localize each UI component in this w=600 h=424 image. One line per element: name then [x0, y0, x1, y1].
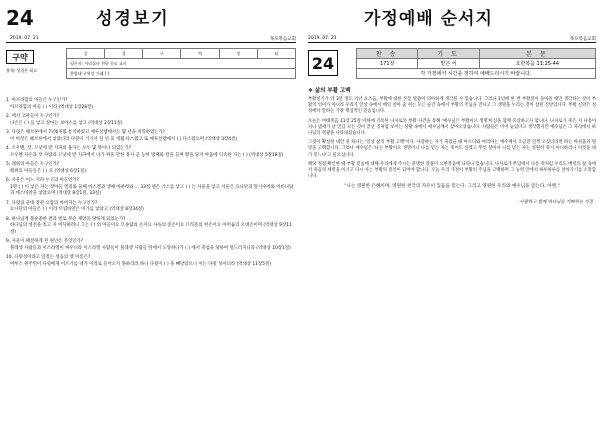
section-label: 구약 — [6, 50, 34, 64]
prayer-value: 맡은 이 — [418, 59, 479, 69]
info-table — [66, 48, 296, 79]
question-item: 10. 다윗성이라고 일컬는 성읍의 옛 이름은? 여부스 원주민이 다윗에게 이르기를 네가 이리로 들어오지 못하리라 하나 다윗이 ( ) 을 빼앗았으니 이는 다윗 성이더라 (역대상 11장5절) — [6, 255, 271, 267]
family-worship-column — [308, 6, 596, 420]
date: 2019. 07. 21 — [308, 36, 337, 41]
scripture-value: 요한복음 11:25-44 — [479, 59, 595, 69]
question-item: 4. 르우벤, 갓, 므낫세 반 지파의 용사는 모두 몇 명이나 되었는가? 르우벤 자손과 갓 사람과 므낫세 반 지파에서 나가 싸울 만한 용사 곧 능히 방패와 칼을 들며 활을 당겨 싸움에 익숙한 자는 ( ) (역대상 5장18절) — [6, 146, 284, 158]
church-name: 목포복음교회 — [269, 37, 296, 42]
prayer-header: 기 도 — [418, 49, 479, 59]
hymn-header: 찬 송 — [357, 49, 418, 59]
sermon-title: ❖ 삶의 부활 고백 — [308, 88, 351, 94]
question-item: 6. 사울은 어느 지파 누구의 아들인가? 1명 ( ) 이 낳은 자는 장아들 엘리와 둘째 아스켈과 셋째 아하라와 ... 33절 넬은 기스를 낳고 ( ) 는 사울을 낳고 사울은 요나단과 말기수아와 아비나답과 에스바알을 낳았으며 (역대상 8장1절, 33절) — [6, 178, 294, 196]
worship-note: 각 가정에서 시간을 정하여 예배드리시기 바랍니다. — [357, 69, 596, 79]
closing-confession: "나는 영원한 은혜이며, 영원한 천국의 자유이 있음을 믿는다. 그리고 영원한 우리의 예수님을 믿는다. 아멘." — [344, 184, 560, 190]
sermon-paragraph: 부활절기가 약 3달 정도 지난 요즈음, 부활에 대한 본문 말씀이 의아하게 생각될 수 있습니다. 그러나 1년에 한 번 부활절이 돌아올 때만 생각하는 것이 부활의 의미가 아니라 우리가 일상 속에서 매일 살아 숨 쉬는 모든 순간 속에서 부활의 주님을 만나고 그 생명을 누리는 것이 참된 신앙입니다. 부활 신앙은 성경에서 말하는 가장 핵심적인 믿음입니다. — [308, 97, 596, 115]
order-value-row — [357, 59, 596, 69]
question-item: 7. 다윗의 군대 장관 요압의 아버지는 누구인가? 요나단의 아들은 ( ) 이라 므립바알은 미가를 낳았고 (역대상 8장34절) — [6, 200, 144, 212]
author-label: 출제: 성경은 최고 — [6, 68, 37, 73]
hymn-value: 171장 — [357, 59, 418, 69]
question-list — [6, 98, 296, 271]
worship-header — [308, 6, 596, 46]
question-item: 2. 에서 고관들이 누구인가? 나손은 ( ) 를 낳고 살마는 보아스를 낳고 (역대상 2장11절) — [6, 114, 123, 126]
issue-number: 24 — [6, 6, 34, 30]
question-item: 1. 아브라함의 아들은 누구인가? 아브라함의 아들 ( ) 이라 (역대상 1장28절) — [6, 98, 93, 110]
sermon-paragraph: 오늘은 마태복음 11장 25절 이하에 기록된 나사로의 부활 사건을 통해 '예수님은 부활이요 생명'이심을 함께 묵상하고자 합니다. 나사로가 죽은 지 나흘이 지나 냄새가 날 만큼 모든 것이 끝난 것처럼 보이는 상황 속에서 예수님께서 찾아오셨습니다. 사람들은 이미 늦었다고 생각했지만 예수님은 그 자리에서 하나님의 영광을 나타내셨습니다. — [308, 118, 596, 137]
issue-number: 24 — [308, 50, 338, 76]
worship-order-table — [356, 48, 596, 79]
signature: - 사랑하고 함께 하나님을 기뻐하는 가정 - — [516, 199, 596, 205]
date: 2019. 07. 21 — [10, 36, 39, 41]
church-name: 목포복음교회 — [569, 37, 596, 42]
quiz-header — [6, 6, 296, 46]
question-item: 8. 하나님께 불순종한 결과 벌로 무슨 재앙을 당하게 되었는가? 하나님의 성전을 짓고 자 여사하려니 그는 ( ) 의 아들이요 므솔람의 손자요 사독의 증손이요 므라욧의 현손이요 아히둡의 오대손이며 (역대상 9장11절) — [6, 216, 292, 235]
worship-title: 가정예배 순서지 — [364, 9, 493, 29]
header-divider — [6, 42, 296, 43]
sermon-paragraph: 그것이 확실한 대안 중 하나는 '일상 삶의 부활 고백'이다. 사랑하는 자가 죽었을 때 마르다와 마리아는 예수께서 조금만 일찍 오셨더라면 하는 아쉬움과 원망을 고백합니다. 그러나 예수님은 '나는 부활이요 생명이니 나를 믿는 자는 죽어도 살겠고 무릇 살아서 나를 믿는 자는 영원히 죽지 아니하리니 이것을 네가 믿느냐'고 물으십니다. — [308, 140, 596, 158]
info-table-row: 찬양대 구역장 가래 ( ) — [67, 69, 296, 79]
order-note-row — [357, 69, 596, 79]
quiz-info-row — [6, 48, 296, 94]
bible-quiz-column — [6, 6, 296, 420]
sermon-paragraph: 해당 정점 확인한 때 부활 믿음에 대해 우리에게 주시는 분명한 말씀이 요한복음에 나타나 있습니다. 나사로가 무덤에서 나온 것처럼 우리도 매일의 삶 속에서 죽음의 세력을 이기고 다시 사는 부활의 증인이 되어야 합니다. 오늘 우리 가정이 부활의 주님을 고백하며 그 능력 안에서 하루하루를 살아가기를 소망합니다. — [308, 161, 596, 180]
question-item: 3. 다윗은 헤브론에서 7년6개월 통치하였고 예루살렘에서는 몇 년을 치리하였는가? 이 여섯은 헤브론에서 낳았더라 다윗이 거기서 칠 년 육 개월 다스렸고 또 예루살렘에서 ( ) 다스렸으며 (역대상 3장4절) — [6, 130, 238, 142]
question-item: 5. 레위의 아들은 누구인가? 레위의 아들들은 ( ) 요 (역대상 6장1절) — [6, 162, 86, 174]
worship-order-bar — [308, 48, 596, 78]
order-header-row — [357, 49, 596, 59]
scripture-header: 본 문 — [479, 49, 595, 59]
page-title: 성경보기 — [96, 9, 170, 29]
info-table-header: 성 경 구 역 정 답 — [67, 49, 296, 59]
sermon-body — [308, 86, 596, 205]
question-item: 9. 사울이 패전하게 된 원인은 무엇인가? 블레셋 사람들과 이스라엘이 싸우니라 이스라엘 사람들이 블레셋 사람들 앞에서 도망하다가 ( ) 에서 죽임을 당하여 엎드러지니라 (역대상 10장1절) — [6, 239, 291, 251]
info-table-row: 평론자: 서리집사 전향 등도 교사 — [67, 59, 296, 69]
header-divider — [308, 42, 596, 43]
